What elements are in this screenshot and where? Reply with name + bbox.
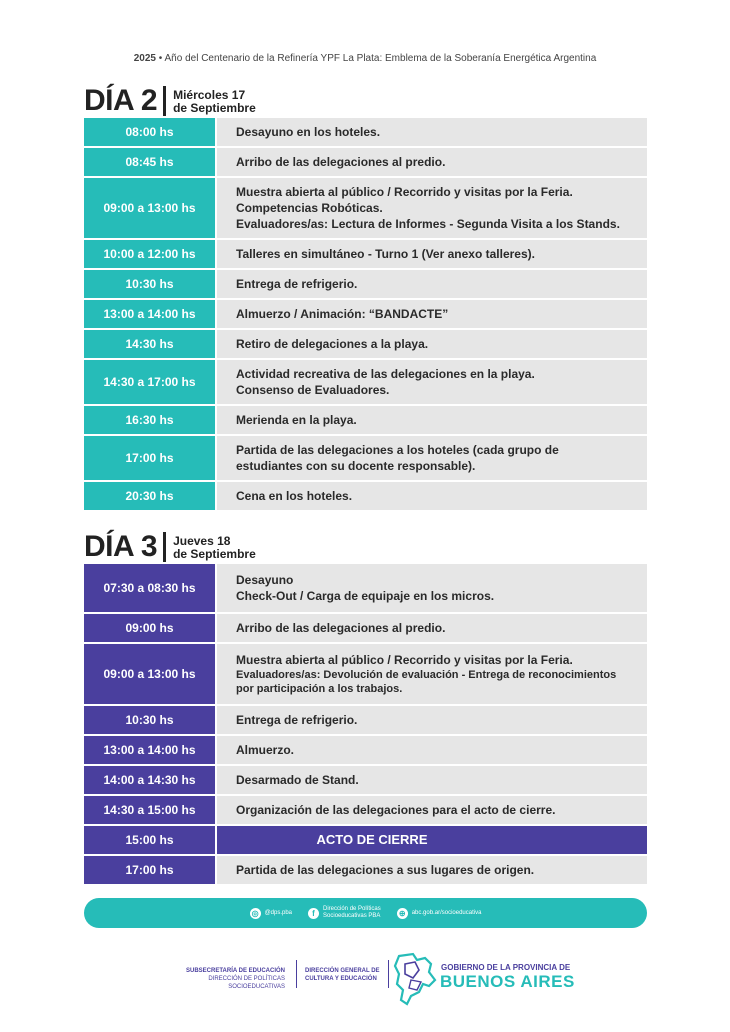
- row-time: 14:30 hs: [84, 330, 215, 358]
- logo-divider: [296, 960, 297, 988]
- schedule-row: [84, 300, 647, 328]
- row-time: 16:30 hs: [84, 406, 215, 434]
- row-description: [217, 330, 647, 358]
- row-line: Muestra abierta al público / Recorrido y visitas por la Feria.: [236, 185, 573, 199]
- row-description: [217, 270, 647, 298]
- row-line: Almuerzo.: [236, 743, 295, 757]
- day3-heading: [84, 526, 256, 562]
- row-description: [217, 644, 647, 704]
- row-description: [217, 300, 647, 328]
- schedule-row: [84, 796, 647, 824]
- row-line: Partida de las delegaciones a los hoteles (cada grupo de: [236, 443, 559, 457]
- institutional-logos: [0, 950, 730, 1010]
- schedule-row: [84, 644, 647, 704]
- row-line: Retiro de delegaciones a la playa.: [236, 337, 429, 351]
- day3-divider: [163, 532, 166, 562]
- gobierno-label: GOBIERNO DE LA PROVINCIA DE: [441, 963, 571, 972]
- row-line: Arribo de las delegaciones al predio.: [236, 155, 446, 169]
- facebook-line2: Socioeducativas PBA: [323, 913, 381, 919]
- row-time: 07:30 a 08:30 hs: [84, 564, 215, 612]
- day2-date-line1: Miércoles 17: [173, 88, 246, 102]
- row-time: 10:00 a 12:00 hs: [84, 240, 215, 268]
- day3-title: DÍA 3: [84, 530, 158, 563]
- direccion-general-logo: [305, 967, 380, 983]
- day2-date: [173, 89, 256, 116]
- day3-schedule: [84, 564, 647, 886]
- row-line: Competencias Robóticas.: [236, 201, 383, 215]
- facebook-icon: f: [308, 908, 319, 919]
- row-line: Entrega de refrigerio.: [236, 713, 358, 727]
- row-line: Partida de las delegaciones a sus lugares de origen.: [236, 863, 535, 877]
- row-description: [217, 856, 647, 884]
- direccion-line2: CULTURA Y EDUCACIÓN: [305, 976, 377, 982]
- row-description: [217, 766, 647, 794]
- closing-ceremony-label: ACTO DE CIERRE: [316, 832, 428, 847]
- instagram-link[interactable]: [250, 908, 292, 919]
- row-time: 14:30 a 17:00 hs: [84, 360, 215, 404]
- row-line: Muestra abierta al público / Recorrido y visitas por la Feria.: [236, 653, 573, 667]
- row-line: Cena en los hoteles.: [236, 489, 353, 503]
- row-line: Evaluadores/as: Lectura de Informes - Segunda Visita a los Stands.: [236, 217, 620, 231]
- direccion-line1: DIRECCIÓN GENERAL DE: [305, 968, 380, 974]
- schedule-row: [84, 736, 647, 764]
- row-time: 08:00 hs: [84, 118, 215, 146]
- row-description: [217, 564, 647, 612]
- row-description: [217, 706, 647, 734]
- schedule-row: [84, 360, 647, 404]
- day2-heading: [84, 80, 256, 116]
- web-url: abc.gob.ar/socioeducativa: [411, 910, 482, 916]
- row-time: 20:30 hs: [84, 482, 215, 510]
- day3-date-line1: Jueves 18: [173, 534, 231, 548]
- row-description: [217, 736, 647, 764]
- day2-divider: [163, 86, 166, 116]
- row-line: Arribo de las delegaciones al predio.: [236, 621, 446, 635]
- closing-ceremony-row: [84, 826, 647, 854]
- day2-schedule: [84, 118, 647, 512]
- row-description: [217, 360, 647, 404]
- row-line: Check-Out / Carga de equipaje en los micros.: [236, 589, 495, 603]
- schedule-row: [84, 330, 647, 358]
- schedule-row: [84, 240, 647, 268]
- row-line: Entrega de refrigerio.: [236, 277, 358, 291]
- row-description: [217, 406, 647, 434]
- row-time: 09:00 hs: [84, 614, 215, 642]
- row-description: [217, 118, 647, 146]
- row-description: [217, 796, 647, 824]
- row-description: [217, 240, 647, 268]
- row-line: Desarmado de Stand.: [236, 773, 359, 787]
- row-time: 13:00 a 14:00 hs: [84, 736, 215, 764]
- buenos-aires-label: BUENOS AIRES: [440, 972, 575, 991]
- social-footer-bar: [84, 898, 647, 928]
- day2-title: DÍA 2: [84, 84, 158, 117]
- row-line: Desayuno en los hoteles.: [236, 125, 381, 139]
- row-description: [217, 178, 647, 238]
- row-time: 15:00 hs: [84, 826, 215, 854]
- row-time: 17:00 hs: [84, 436, 215, 480]
- row-line: Consenso de Evaluadores.: [236, 383, 390, 397]
- web-link[interactable]: [397, 908, 482, 919]
- schedule-row: [84, 148, 647, 176]
- row-line: por participación a los trabajos.: [236, 683, 403, 695]
- header-text: Año del Centenario de la Refinería YPF La Plata: Emblema de la Soberanía Energética Argentina: [164, 53, 597, 64]
- row-time: 10:30 hs: [84, 270, 215, 298]
- row-description: [217, 826, 647, 854]
- schedule-row: [84, 614, 647, 642]
- row-description: [217, 614, 647, 642]
- instagram-handle: @dps.pba: [264, 910, 293, 916]
- schedule-row: [84, 406, 647, 434]
- row-time: 09:00 a 13:00 hs: [84, 178, 215, 238]
- schedule-row: [84, 482, 647, 510]
- row-time: 09:00 a 13:00 hs: [84, 644, 215, 704]
- schedule-row: [84, 856, 647, 884]
- facebook-link[interactable]: [308, 906, 381, 920]
- schedule-row: [84, 706, 647, 734]
- row-time: 17:00 hs: [84, 856, 215, 884]
- header-tagline: [0, 53, 730, 64]
- schedule-row: [84, 178, 647, 238]
- row-line: Merienda en la playa.: [236, 413, 357, 427]
- row-line: Talleres en simultáneo - Turno 1 (Ver anexo talleres).: [236, 247, 535, 261]
- row-line: Evaluadores/as: Devolución de evaluación - Entrega de reconocimientos: [236, 669, 617, 681]
- row-description: [217, 148, 647, 176]
- facebook-name: [323, 906, 381, 920]
- row-time: 08:45 hs: [84, 148, 215, 176]
- day2-date-line2: de Septiembre: [173, 101, 256, 115]
- row-line: Desayuno: [236, 573, 294, 587]
- row-time: 10:30 hs: [84, 706, 215, 734]
- row-description: [217, 436, 647, 480]
- header-separator: •: [158, 53, 163, 64]
- row-time: 14:30 a 15:00 hs: [84, 796, 215, 824]
- row-time: 13:00 a 14:00 hs: [84, 300, 215, 328]
- row-line: Actividad recreativa de las delegaciones en la playa.: [236, 367, 535, 381]
- row-line: Almuerzo / Animación: “BANDACTE”: [236, 307, 449, 321]
- schedule-row: [84, 766, 647, 794]
- day3-date-line2: de Septiembre: [173, 547, 256, 561]
- day3-date: [173, 535, 256, 562]
- schedule-row: [84, 564, 647, 612]
- logo-divider: [388, 960, 389, 988]
- header-year: 2025: [133, 53, 156, 64]
- instagram-icon: ◎: [250, 908, 261, 919]
- subsecretaria-line1: SUBSECRETARÍA DE EDUCACIÓN: [185, 968, 285, 974]
- schedule-row: [84, 118, 647, 146]
- row-line: Organización de las delegaciones para el acto de cierre.: [236, 803, 556, 817]
- row-time: 14:00 a 14:30 hs: [84, 766, 215, 794]
- subsecretaria-logo: [170, 967, 285, 991]
- schedule-row: [84, 270, 647, 298]
- row-description: [217, 482, 647, 510]
- facebook-line1: Dirección de Políticas: [323, 906, 381, 912]
- schedule-row: [84, 436, 647, 480]
- row-line: estudiantes con su docente responsable).: [236, 459, 476, 473]
- globe-icon: ⊕: [397, 908, 408, 919]
- subsecretaria-line2: DIRECCIÓN DE POLÍTICAS SOCIOEDUCATIVAS: [208, 976, 285, 990]
- province-map-icon: [393, 950, 437, 1006]
